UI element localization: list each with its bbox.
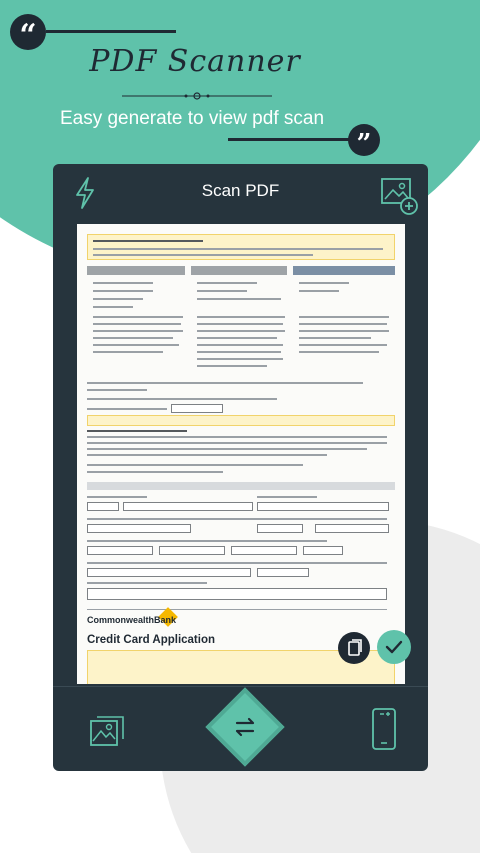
document-text-line [87, 464, 303, 466]
document-text-line [87, 540, 327, 542]
document-text-line [93, 330, 183, 332]
document-text-line [197, 351, 281, 353]
document-text-line [93, 351, 163, 353]
document-text-line [87, 448, 367, 450]
scanned-document-preview [77, 224, 405, 684]
document-field [159, 546, 225, 555]
document-divider [87, 609, 387, 610]
document-text-line [197, 282, 257, 284]
document-field [171, 404, 223, 413]
document-text-line [299, 351, 379, 353]
document-text-line [197, 323, 283, 325]
document-text-line [87, 389, 147, 391]
document-text-line [93, 316, 183, 318]
document-field [87, 568, 251, 577]
document-text-line [93, 290, 153, 292]
document-field [231, 546, 297, 555]
gallery-icon[interactable] [89, 715, 125, 749]
document-heading: Credit Card Application [87, 634, 215, 646]
document-text-line [299, 337, 371, 339]
document-column-header [191, 266, 287, 275]
document-text-line [87, 582, 207, 584]
document-text-line [93, 240, 203, 242]
document-text-line [87, 398, 277, 400]
document-column-header [87, 266, 185, 275]
document-field [87, 524, 191, 533]
copy-button[interactable] [338, 632, 370, 664]
document-text-line [87, 442, 387, 444]
document-column-header [293, 266, 395, 275]
promo-subtitle: Easy generate to view pdf scan [59, 108, 325, 129]
document-text-line [257, 496, 317, 498]
document-text-line [93, 344, 179, 346]
document-field [303, 546, 343, 555]
quote-open-icon: “ [10, 14, 46, 50]
document-field [257, 502, 389, 511]
document-text-line [87, 454, 327, 456]
app-screen [53, 164, 428, 771]
check-icon [377, 630, 411, 664]
document-info-box [87, 234, 395, 260]
document-text-line [197, 358, 283, 360]
screen-title: Scan PDF [201, 181, 280, 200]
copy-icon [338, 632, 370, 664]
quote-close-icon: ” [348, 124, 380, 156]
document-text-line [93, 282, 153, 284]
document-text-line [197, 337, 277, 339]
document-text-line [87, 382, 363, 384]
document-text-line [93, 306, 133, 308]
phone-icon[interactable] [371, 707, 397, 751]
document-text-line [87, 471, 223, 473]
document-field [257, 524, 303, 533]
document-text-line [87, 496, 147, 498]
document-text-line [197, 316, 285, 318]
document-text-line [93, 254, 313, 256]
document-text-line [197, 290, 247, 292]
document-text-line [87, 408, 167, 410]
document-text-line [93, 298, 143, 300]
document-field [87, 546, 153, 555]
document-field [87, 502, 119, 511]
document-text-line [197, 298, 281, 300]
document-text-line [299, 316, 389, 318]
bottom-toolbar [53, 686, 428, 771]
document-text-line [93, 248, 383, 250]
add-image-icon[interactable] [380, 177, 418, 215]
document-text-line [93, 323, 181, 325]
document-text-line [299, 282, 349, 284]
document-text-line [299, 323, 387, 325]
document-text-line [299, 290, 339, 292]
swap-icon [229, 711, 261, 743]
document-text-line [87, 436, 387, 438]
document-text-line [93, 337, 173, 339]
document-text-line [197, 365, 267, 367]
document-text-line [87, 562, 387, 564]
document-text-line [197, 344, 283, 346]
confirm-button[interactable] [377, 630, 411, 664]
bank-name: CommonwealthBank [87, 615, 177, 625]
screen-header [53, 164, 428, 222]
document-text-line [87, 518, 387, 520]
document-text-line [299, 344, 387, 346]
document-text-line [197, 330, 285, 332]
document-field [123, 502, 253, 511]
document-text-line [299, 330, 389, 332]
divider-line [46, 30, 176, 33]
document-note-box [87, 415, 395, 426]
document-text-line [87, 430, 187, 432]
ornament-divider [122, 92, 272, 100]
document-section-header [87, 482, 395, 490]
promo-title: PDF Scanner [89, 44, 301, 79]
document-field [315, 524, 389, 533]
divider-line [228, 138, 352, 141]
document-field [257, 568, 309, 577]
document-field [87, 588, 387, 600]
